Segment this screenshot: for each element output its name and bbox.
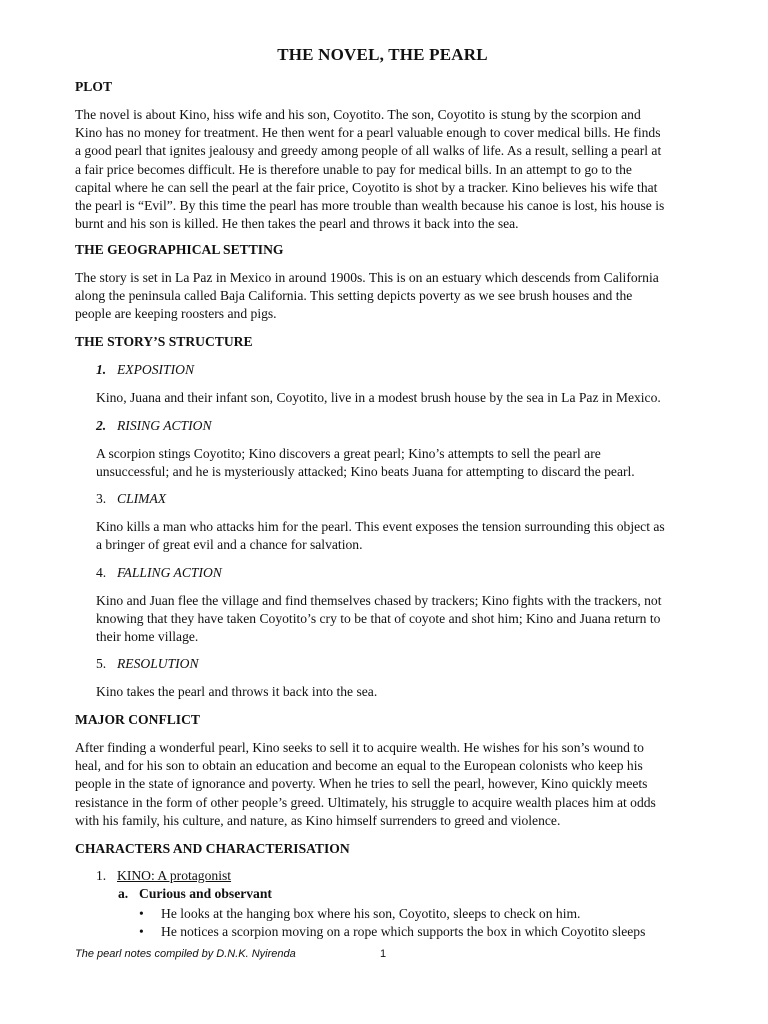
conflict-paragraph: After finding a wonderful pearl, Kino seeks to sell it to acquire wealth. He wishes for his son’s wound to heal, and for his son to obtain an education and become an equal to the European colonists who keep his people in the state of ignorance and poverty. When he tries to sell the pearl, however, Kino quickly meets resistance in the form of other people’s greed. Ultimately, his struggle to acquire wealth places him at odds with his family, his culture, and nature, as Kino himself surrenders to greed and violence.	[75, 740, 656, 828]
setting-paragraph: The story is set in La Paz in Mexico in around 1900s. This is on an estuary which descends from California along the peninsula called Baja California. This setting depicts poverty as we see brush houses and the people are keeping roosters and pigs.	[75, 270, 659, 322]
structure-item-text: A scorpion stings Coyotito; Kino discovers a great pearl; Kino’s attempts to sell the pearl are unsuccessful; and he is mysteriously attacked; Kino beats Juana for attempting to discard the pearl.	[96, 446, 635, 480]
trait-subheading	[118, 886, 272, 902]
structure-item-climax	[96, 491, 166, 507]
list-item-text: He looks at the hanging box where his son, Coyotito, sleeps to check on him.	[161, 906, 581, 921]
list-item-text: He notices a scorpion moving on a rope which supports the box in which Coyotito sleeps	[161, 924, 646, 939]
structure-item-number: 4.	[96, 565, 107, 580]
structure-item-text: Kino and Juan flee the village and find themselves chased by trackers; Kino fights with the trackers, not knowing that they have taken Coyotito’s cry to be that of coyote and shot him; Kino and Juana return to their home village.	[96, 593, 662, 645]
structure-item-resolution	[96, 656, 199, 672]
structure-item-exposition	[96, 362, 194, 378]
structure-item-text: Kino takes the pearl and throws it back into the sea.	[96, 684, 378, 699]
character-item-number: 1.	[96, 868, 107, 883]
structure-item-text: Kino, Juana and their infant son, Coyotito, live in a modest brush house by the sea in La Paz in Mexico.	[96, 390, 661, 405]
list-item	[139, 924, 645, 940]
characters-heading: CHARACTERS AND CHARACTERISATION	[75, 841, 350, 856]
structure-item-label: EXPOSITION	[117, 362, 195, 377]
structure-item-number: 3.	[96, 491, 107, 506]
character-item-label: KINO: A protagonist	[117, 868, 232, 883]
trait-label: Curious and observant	[139, 886, 272, 901]
conflict-heading: MAJOR CONFLICT	[75, 712, 200, 727]
trait-letter: a.	[118, 886, 129, 901]
structure-item-falling-action	[96, 565, 222, 581]
setting-heading: THE GEOGRAPHICAL SETTING	[75, 242, 284, 257]
structure-item-number: 2.	[96, 418, 107, 433]
bullet-icon: •	[139, 906, 144, 921]
structure-item-label: FALLING ACTION	[117, 565, 222, 580]
structure-item-label: RESOLUTION	[117, 656, 199, 671]
page-title: THE NOVEL, THE PEARL	[277, 45, 488, 64]
structure-item-number: 5.	[96, 656, 107, 671]
list-item	[139, 906, 580, 922]
structure-heading: THE STORY’S STRUCTURE	[75, 334, 253, 349]
plot-paragraph: The novel is about Kino, hiss wife and his son, Coyotito. The son, Coyotito is stung by the scorpion and Kino has no money for treatment. He then went for a pearl valuable enough to cover medical bills. He finds a good pearl that ignites jealousy and greedy among people of all walks of life. As a result, selling a pearl at a fair price becomes difficult. He is therefore unable to pay for medical bills. In an attempt to go to the capital where he can sell the pearl at the fair price, Coyotito is shot by a tracker. Kino believes his wife that the pearl is “Evil”. By this time the pearl has more trouble than wealth because his canoe is lost, his house is burnt and his son is killed. He then takes the pearl and throws it back into the sea.	[75, 107, 665, 232]
structure-item-rising-action	[96, 418, 212, 434]
bullet-icon: •	[139, 924, 144, 939]
plot-heading: PLOT	[75, 79, 113, 94]
structure-item-text: Kino kills a man who attacks him for the pearl. This event exposes the tension surrounding this object as a bringer of great evil and a chance for salvation.	[96, 519, 665, 553]
page-number: 1	[380, 948, 387, 960]
structure-item-label: RISING ACTION	[117, 418, 212, 433]
structure-item-label: CLIMAX	[117, 491, 167, 506]
footer-text: The pearl notes compiled by D.N.K. Nyirenda	[75, 948, 296, 960]
character-item-kino	[96, 868, 231, 884]
structure-item-number: 1.	[96, 362, 107, 377]
